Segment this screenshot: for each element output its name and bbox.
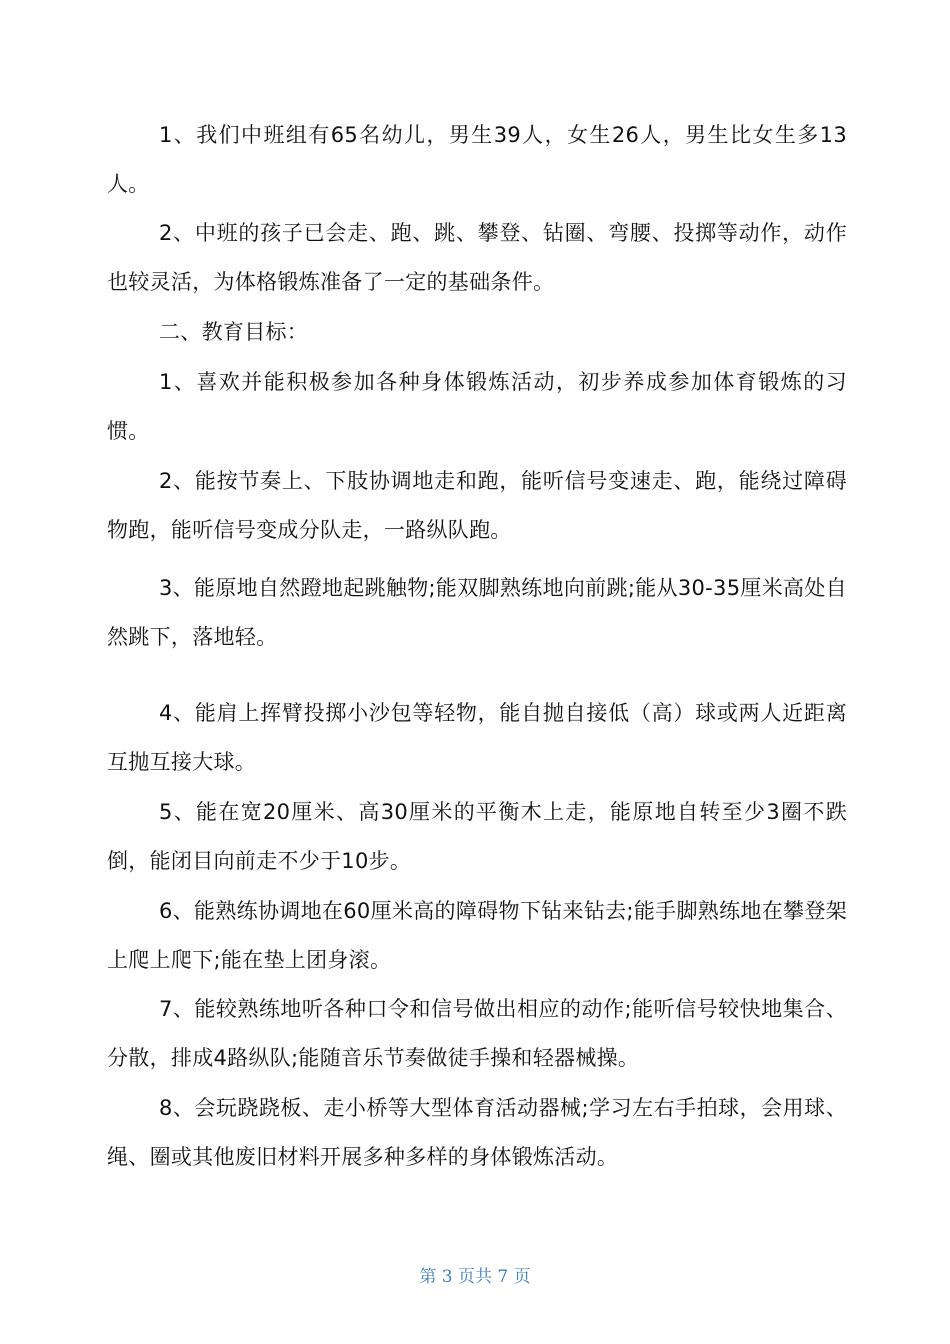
goal-item-6: 6、能熟练协调地在60厘米高的障碍物下钻来钻去;能手脚熟练地在攀登架上爬上爬下;能在垫上团身滚。 (107, 899, 847, 972)
page-number-footer: 第 3 页共 7 页 (419, 1267, 531, 1287)
goal-item-4: 4、能肩上挥臂投掷小沙包等轻物，能自抛自接低（高）球或两人近距离互抛互接大球。 (107, 701, 847, 774)
goal-item-7: 7、能较熟练地听各种口令和信号做出相应的动作;能听信号较快地集合、分散，排成4路纵队;能随音乐节奏做徒手操和轻器械操。 (107, 997, 847, 1070)
paragraph-abilities: 2、中班的孩子已会走、跑、跳、攀登、钻圈、弯腰、投掷等动作，动作也较灵活，为体格锻炼准备了一定的基础条件。 (107, 221, 847, 294)
goal-item-1: 1、喜欢并能积极参加各种身体锻炼活动，初步养成参加体育锻炼的习惯。 (107, 370, 847, 443)
goal-item-8: 8、会玩跷跷板、走小桥等大型体育活动器械;学习左右手拍球，会用球、绳、圈或其他废旧材料开展多种多样的身体锻炼活动。 (107, 1096, 847, 1169)
goal-item-2: 2、能按节奏上、下肢协调地走和跑，能听信号变速走、跑，能绕过障碍物跑，能听信号变成分队走，一路纵队跑。 (107, 469, 847, 542)
goal-item-3: 3、能原地自然蹬地起跳触物;能双脚熟练地向前跳;能从30-35厘米高处自然跳下，落地轻。 (107, 576, 847, 649)
goal-item-5: 5、能在宽20厘米、高30厘米的平衡木上走，能原地自转至少3圈不跌倒，能闭目向前走不少于10步。 (107, 800, 847, 873)
section-heading-education-goals: 二、教育目标： (159, 320, 309, 344)
paragraph-class-size: 1、我们中班组有65名幼儿，男生39人，女生26人，男生比女生多13人。 (107, 123, 847, 196)
